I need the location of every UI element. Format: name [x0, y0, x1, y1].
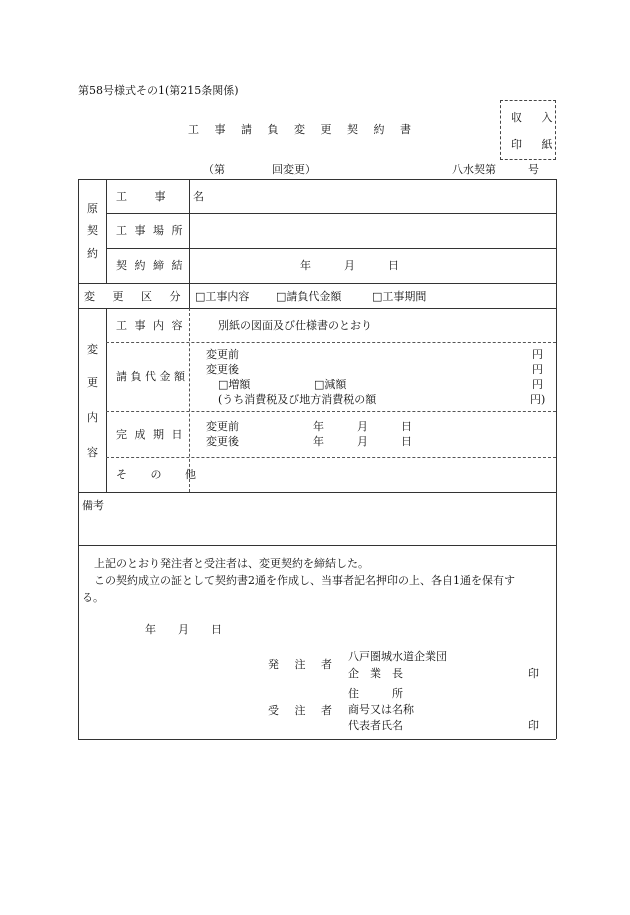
document-title: 工 事 請 負 変 更 契 約 書	[188, 123, 417, 136]
revision-suffix: 回変更）	[272, 163, 316, 176]
work-name-label: 工 事 名	[116, 190, 216, 203]
stamp-label-2: 印 紙	[511, 138, 561, 151]
orderer-label: 発 注 者	[268, 658, 338, 671]
statement-date: 年 月 日	[145, 623, 222, 636]
completion-after-label: 変更後	[206, 435, 239, 448]
statement-line-3: る。	[82, 591, 104, 604]
change-group-label-4: 容	[87, 446, 98, 459]
revenue-stamp-box	[500, 100, 561, 160]
yen-unit-2: 円	[532, 363, 543, 376]
change-type-label: 変 更 区 分	[84, 290, 188, 303]
orderer-seal: 印	[528, 667, 539, 680]
form-number: 第58号様式その1(第215条関係)	[78, 84, 239, 97]
contract-number-prefix: 八水契第	[452, 163, 496, 176]
work-content-value: 別紙の図面及び仕様書のとおり	[218, 319, 372, 332]
contract-number-suffix: 号	[528, 163, 539, 176]
statement-line-2: この契約成立の証として契約書2通を作成し、当事者記名押印の上、各自1通を保有す	[94, 574, 515, 587]
change-group-label-2: 更	[87, 376, 98, 389]
change-group-label-3: 内	[87, 411, 98, 424]
contract-date-value: 年 月 日	[300, 259, 399, 272]
amount-after-label: 変更後	[206, 363, 239, 376]
remarks-label: 備考	[82, 499, 104, 512]
contract-date-label: 契 約 締 結	[116, 259, 185, 272]
original-group-label-2: 契	[87, 224, 98, 237]
work-content-label: 工 事 内 容	[116, 319, 185, 332]
change-type-option-period[interactable]: □工事期間	[372, 290, 427, 303]
completion-before-date: 年 月 日	[313, 420, 412, 433]
change-type-option-work[interactable]: □工事内容	[195, 290, 250, 303]
statement-line-1: 上記のとおり発注者と受注者は、変更契約を締結した。	[94, 557, 369, 570]
completion-before-label: 変更前	[206, 420, 239, 433]
other-label: そ の 他	[116, 468, 206, 481]
amount-increase-checkbox[interactable]: □増額	[218, 378, 251, 391]
yen-unit-3: 円	[532, 378, 543, 391]
contractor-seal: 印	[528, 719, 539, 732]
orderer-title: 企 業 長	[348, 667, 403, 680]
work-location-label: 工 事 場 所	[116, 224, 185, 237]
contractor-name-label: 商号又は名称	[348, 703, 414, 716]
tax-note: (うち消費税及び地方消費税の額	[218, 393, 377, 406]
amount-before-label: 変更前	[206, 348, 239, 361]
contractor-address-label: 住 所	[348, 687, 403, 700]
revision-prefix: （第	[203, 163, 225, 176]
yen-unit-4: 円)	[530, 393, 546, 406]
completion-date-label: 完 成 期 日	[116, 428, 185, 441]
contractor-label: 受 注 者	[268, 704, 338, 717]
completion-after-date: 年 月 日	[313, 435, 412, 448]
contractor-representative-label: 代表者氏名	[348, 719, 403, 732]
original-group-label-3: 約	[87, 247, 98, 260]
yen-unit-1: 円	[532, 348, 543, 361]
change-type-option-amount[interactable]: □請負代金額	[276, 290, 342, 303]
amount-decrease-checkbox[interactable]: □減額	[314, 378, 347, 391]
contract-amount-label: 請 負 代 金 額	[116, 370, 185, 383]
orderer-organization: 八戸圏城水道企業団	[348, 650, 447, 663]
change-group-label-1: 変	[87, 343, 98, 356]
stamp-label-1: 収 入	[511, 111, 561, 124]
original-group-label-1: 原	[87, 202, 98, 215]
